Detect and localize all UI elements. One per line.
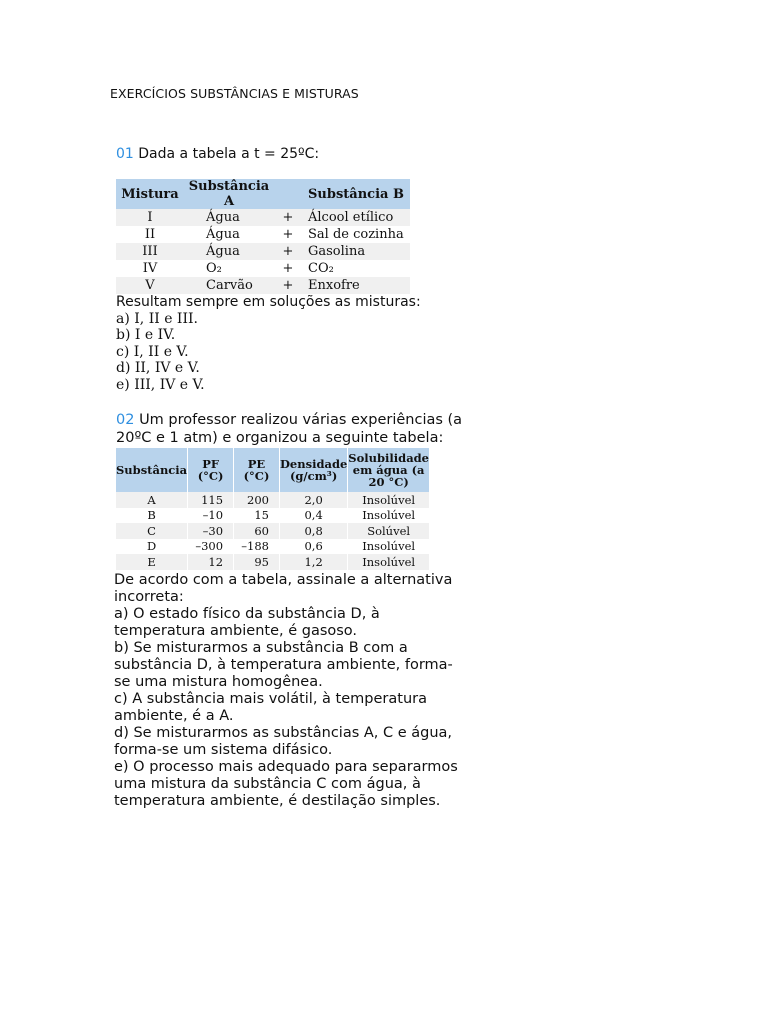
cell-mistura: V xyxy=(116,277,184,294)
question-1-header xyxy=(116,146,319,163)
cell-substancia-b: Enxofre xyxy=(302,277,410,294)
header-substancia: Substância xyxy=(116,448,188,492)
cell-substancia: A xyxy=(116,492,188,508)
table-row xyxy=(116,243,410,260)
cell-pf: –30 xyxy=(188,523,234,539)
header-pf: PF (°C) xyxy=(188,448,234,492)
cell-solubilidade: Insolúvel xyxy=(348,554,429,570)
cell-mistura: II xyxy=(116,226,184,243)
cell-pf: –300 xyxy=(188,539,234,555)
table-row xyxy=(116,260,410,277)
question-2-line-1 xyxy=(116,411,462,429)
cell-mistura: IV xyxy=(116,260,184,277)
table-row xyxy=(116,539,429,555)
mixtures-table xyxy=(116,179,410,294)
cell-substancia: C xyxy=(116,523,188,539)
option-e-line-1: e) O processo mais adequado para separarmos xyxy=(114,759,458,775)
header-solubilidade: Solubilidade em água (a 20 °C) xyxy=(348,448,429,492)
document-title: EXERCÍCIOS SUBSTÂNCIAS E MISTURAS xyxy=(110,86,359,101)
table-row xyxy=(116,209,410,226)
cell-densidade: 0,8 xyxy=(279,523,347,539)
cell-plus: + xyxy=(274,260,302,277)
option-d-line-1: d) Se misturarmos as substâncias A, C e água, xyxy=(114,725,453,741)
cell-solubilidade: Insolúvel xyxy=(348,539,429,555)
cell-mistura: III xyxy=(116,243,184,260)
question-1-body xyxy=(116,294,421,393)
cell-pe: –188 xyxy=(234,539,280,555)
option-a-line-1: a) O estado físico da substância D, à xyxy=(114,606,380,622)
header-substancia-b: Substância B xyxy=(302,179,410,209)
table-row xyxy=(116,554,429,570)
option-c-line-1: c) A substância mais volátil, à temperatura xyxy=(114,691,427,707)
question-2-header xyxy=(116,411,462,447)
cell-solubilidade: Insolúvel xyxy=(348,492,429,508)
header-pe: PE (°C) xyxy=(234,448,280,492)
question-1-prompt: Dada a tabela a t = 25ºC: xyxy=(138,146,320,162)
cell-pe: 60 xyxy=(234,523,280,539)
cell-densidade: 0,6 xyxy=(279,539,347,555)
option-b-line-2: substância D, à temperatura ambiente, forma- xyxy=(114,657,453,673)
table-row xyxy=(116,226,410,243)
header-mistura: Mistura xyxy=(116,179,184,209)
table-header-row xyxy=(116,179,410,209)
option-a: a) I, II e III. xyxy=(116,310,198,327)
question-2-text-line-1: De acordo com a tabela, assinale a alternativa xyxy=(114,572,453,588)
cell-pf: 115 xyxy=(188,492,234,508)
cell-plus: + xyxy=(274,209,302,226)
option-e-line-2: uma mistura da substância C com água, à xyxy=(114,776,421,792)
cell-densidade: 2,0 xyxy=(279,492,347,508)
cell-pe: 15 xyxy=(234,508,280,524)
question-2-prompt-line-1: Um professor realizou várias experiências (a xyxy=(139,412,463,428)
cell-substancia-a: O₂ xyxy=(184,260,274,277)
cell-pf: 12 xyxy=(188,554,234,570)
substances-table xyxy=(116,448,429,570)
cell-substancia-b: Gasolina xyxy=(302,243,410,260)
table-row xyxy=(116,492,429,508)
cell-mistura: I xyxy=(116,209,184,226)
option-e-line-3: temperatura ambiente, é destilação simples. xyxy=(114,793,441,809)
cell-substancia-a: Carvão xyxy=(184,277,274,294)
question-1-text: Resultam sempre em soluções as misturas: xyxy=(116,294,421,310)
question-2-body xyxy=(114,572,458,810)
cell-pe: 200 xyxy=(234,492,280,508)
option-b: b) I e IV. xyxy=(116,327,176,343)
cell-solubilidade: Solúvel xyxy=(348,523,429,539)
option-c-line-2: ambiente, é a A. xyxy=(114,708,234,724)
option-a-line-2: temperatura ambiente, é gasoso. xyxy=(114,623,358,639)
cell-substancia-a: Água xyxy=(184,243,274,260)
option-e: e) III, IV e V. xyxy=(116,376,205,393)
question-2-text-line-2: incorreta: xyxy=(114,589,184,605)
cell-pf: –10 xyxy=(188,508,234,524)
cell-plus: + xyxy=(274,277,302,294)
option-b-line-1: b) Se misturarmos a substância B com a xyxy=(114,640,408,656)
question-1-number: 01 xyxy=(116,146,134,162)
table-row xyxy=(116,508,429,524)
cell-solubilidade: Insolúvel xyxy=(348,508,429,524)
option-b-line-3: se uma mistura homogênea. xyxy=(114,674,323,690)
cell-substancia-a: Água xyxy=(184,209,274,226)
table-header-row xyxy=(116,448,429,492)
cell-substancia-b: CO₂ xyxy=(302,260,410,277)
cell-substancia: B xyxy=(116,508,188,524)
cell-plus: + xyxy=(274,243,302,260)
cell-densidade: 1,2 xyxy=(279,554,347,570)
cell-densidade: 0,4 xyxy=(279,508,347,524)
table-row xyxy=(116,277,410,294)
question-2-prompt-line-2: 20ºC e 1 atm) e organizou a seguinte tabela: xyxy=(116,430,444,446)
cell-substancia-b: Sal de cozinha xyxy=(302,226,410,243)
cell-pe: 95 xyxy=(234,554,280,570)
question-2-number: 02 xyxy=(116,412,135,428)
cell-plus: + xyxy=(274,226,302,243)
table-row xyxy=(116,523,429,539)
cell-substancia: D xyxy=(116,539,188,555)
header-substancia-a: Substância A xyxy=(184,179,274,209)
cell-substancia-b: Álcool etílico xyxy=(302,209,410,226)
option-d: d) II, IV e V. xyxy=(116,360,200,376)
header-plus xyxy=(274,179,302,209)
option-c: c) I, II e V. xyxy=(116,343,189,360)
header-densidade: Densidade (g/cm³) xyxy=(279,448,347,492)
cell-substancia: E xyxy=(116,554,188,570)
cell-substancia-a: Água xyxy=(184,226,274,243)
option-d-line-2: forma-se um sistema difásico. xyxy=(114,742,333,758)
